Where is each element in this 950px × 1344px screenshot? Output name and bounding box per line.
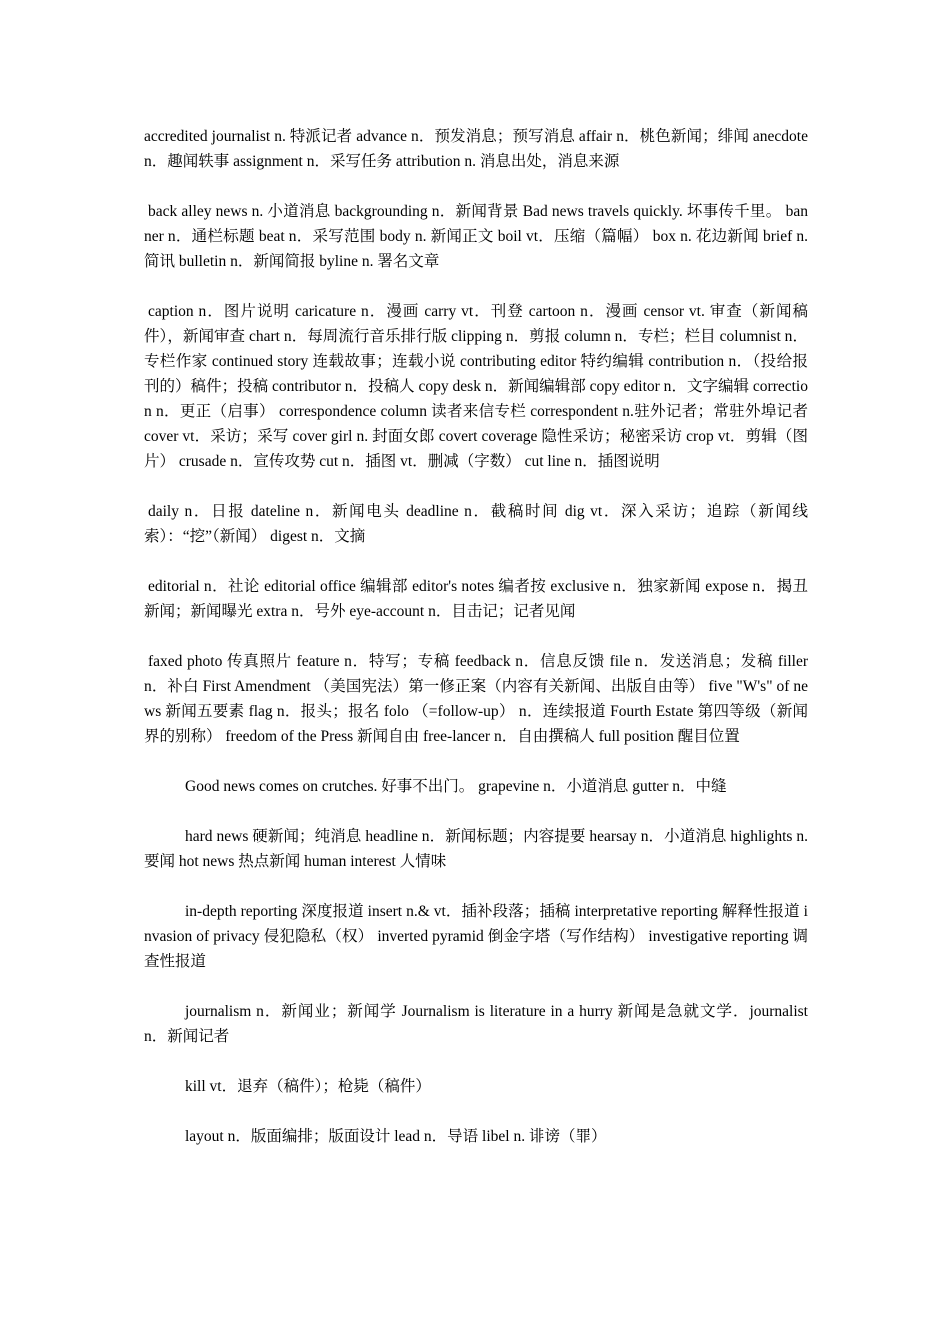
paragraph-a-terms: accredited journalist n. 特派记者 advance n．预发消息；预写消息 affair n．桃色新闻；绯闻 anecdote n．趣闻轶事 assignment n．采写任务 attribution n. 消息出处，消息来源	[144, 128, 808, 170]
paragraph-h-terms: hard news 硬新闻；纯消息 headline n．新闻标题；内容提要 hearsay n．小道消息 highlights n. 要闻 hot news 热点新闻 human interest 人情味	[144, 828, 808, 870]
paragraph-e-terms: editorial n．社论 editorial office 编辑部 editor's notes 编者按 exclusive n．独家新闻 expose n．揭丑新闻；新闻曝光 extra n．号外 eye-account n．目击记；记者见闻	[144, 578, 808, 620]
document-page	[144, 124, 808, 1174]
paragraph-j-terms: journalism n．新闻业；新闻学 Journalism is literature in a hurry 新闻是急就文学．journalist n．新闻记者	[144, 1003, 808, 1045]
paragraph-i-terms: in-depth reporting 深度报道 insert n.& vt．插补段落；插稿 interpretative reporting 解释性报道 invasion of privacy 侵犯隐私（权） inverted pyramid 倒金字塔（写作结构） investigative reporting 调查性报道	[144, 903, 808, 970]
paragraph-k-terms: kill vt．退弃（稿件）；枪毙（稿件）	[185, 1078, 431, 1095]
paragraph-g-terms: Good news comes on crutches. 好事不出门。 grapevine n．小道消息 gutter n．中缝	[185, 778, 727, 795]
paragraph-f-terms: faxed photo 传真照片 feature n．特写；专稿 feedback n．信息反馈 file n．发送消息；发稿 filler n．补白 First Amendment （美国宪法）第一修正案（内容有关新闻、出版自由等） five "W's" of news 新闻五要素 flag n．报头；报名 folo （=follow-up） n．连续报道 Fourth Estate 第四等级（新闻界的别称） freedom of the Press 新闻自由 free-lancer n．自由撰稿人 full position 醒目位置	[144, 653, 808, 745]
paragraph-b-terms: back alley news n. 小道消息 backgrounding n．新闻背景 Bad news travels quickly. 坏事传千里。 banner n．通栏标题 beat n．采写范围 body n. 新闻正文 boil vt．压缩（篇幅） box n. 花边新闻 brief n. 简讯 bulletin n．新闻简报 byline n. 署名文章	[144, 203, 808, 270]
paragraph-d-terms: daily n．日报 dateline n．新闻电头 deadline n．截稿时间 dig vt．深入采访；追踪（新闻线索）：“挖”（新闻） digest n．文摘	[144, 503, 808, 545]
paragraph-c-terms: caption n．图片说明 caricature n．漫画 carry vt．刊登 cartoon n．漫画 censor vt. 审查（新闻稿件），新闻审查 chart n．每周流行音乐排行版 clipping n．剪报 column n．专栏；栏目 columnist n．专栏作家 continued story 连载故事；连载小说 contributing editor 特约编辑 contribution n．（投给报刊的）稿件；投稿 contributor n．投稿人 copy desk n．新闻编辑部 copy editor n．文字编辑 correction n．更正（启事） correspondence column 读者来信专栏 correspondent n.驻外记者；常驻外埠记者 cover vt．采访；采写 cover girl n. 封面女郎 covert coverage 隐性采访；秘密采访 crop vt．剪辑（图片） crusade n．宣传攻势 cut n．插图 vt．删减（字数） cut line n．插图说明	[144, 303, 808, 470]
paragraph-l-terms: layout n．版面编排；版面设计 lead n．导语 libel n. 诽谤（罪）	[185, 1128, 607, 1145]
